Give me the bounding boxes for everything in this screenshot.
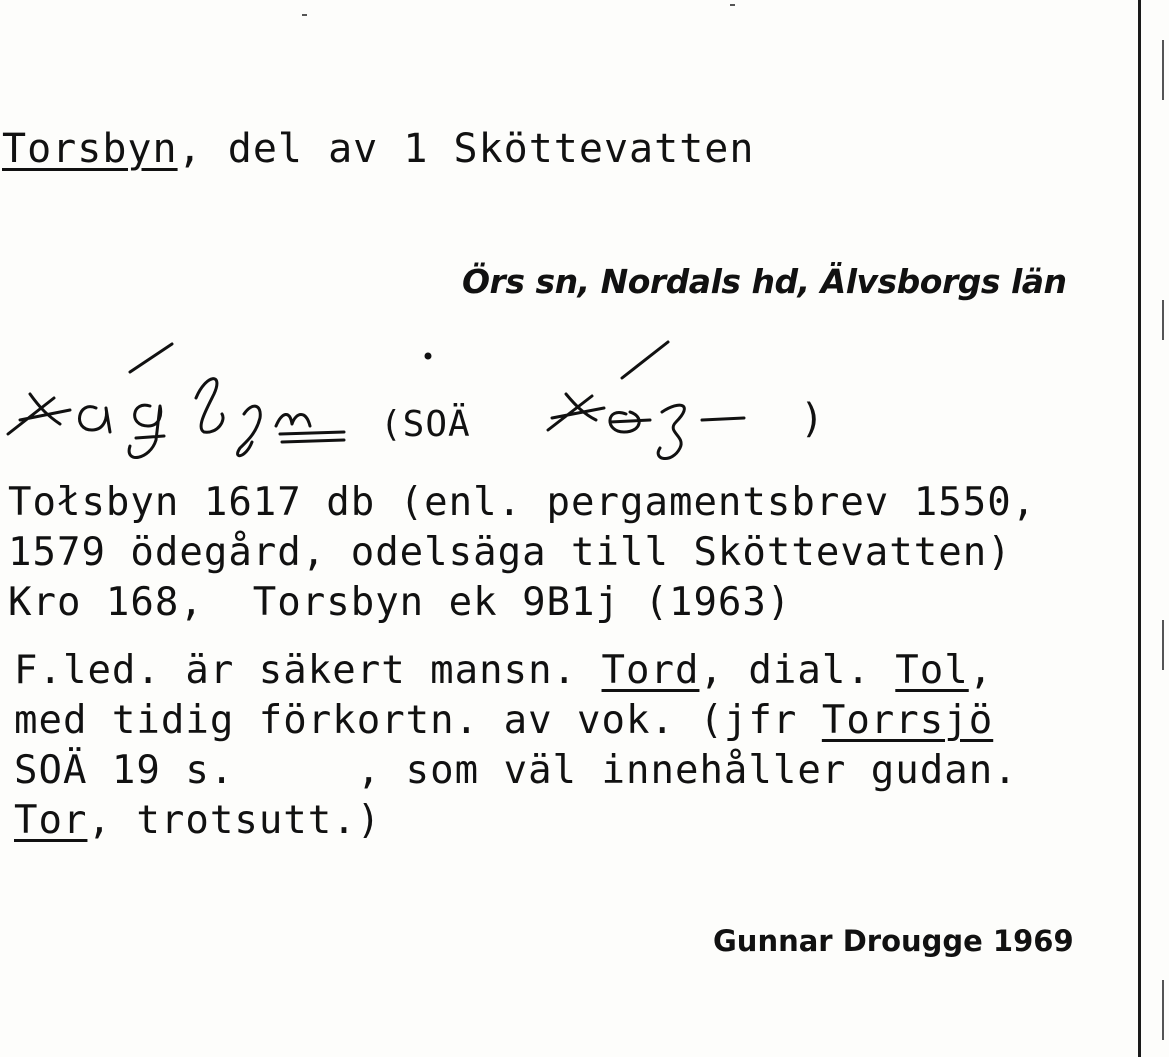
pronunciation-source-prefix: (SOÄ (380, 404, 471, 445)
comment-block (14, 646, 1018, 846)
scan-artifact (730, 4, 735, 6)
attestation-line: Tołsbyn 1617 db (enl. pergamentsbrev 1550, (8, 480, 1037, 525)
comment-line (14, 696, 1018, 746)
comment-text: , (968, 648, 994, 693)
scan-artifact (1162, 620, 1164, 670)
name-torrsjo: Torrsjö (821, 698, 994, 743)
name-tol: Tol (895, 648, 969, 693)
parish-district-line: Örs sn, Nordals hd, Älvsborgs län (462, 262, 1067, 301)
comment-text: med tidig förkortn. av vok. (jfr (14, 698, 822, 743)
heading-place-name: Torsbyn (2, 126, 178, 172)
comment-text: , trotsutt.) (87, 798, 382, 843)
comment-line: SOÄ 19 s. , som väl innehåller gudan. (14, 748, 1018, 793)
author-signature: Gunnar Drougge 1969 (713, 924, 1074, 958)
comment-line (14, 796, 1018, 846)
attestation-line: Kro 168, Torsbyn ek 9B1j (1963) (8, 580, 792, 625)
pronunciation-close-paren: ) (800, 396, 826, 442)
comment-line (14, 646, 1018, 696)
comment-text: , dial. (699, 648, 896, 693)
comment-text: F.led. är säkert mansn. (14, 648, 602, 693)
name-tord: Tord (601, 648, 700, 693)
card-edge-line (1138, 0, 1141, 1057)
name-tor: Tor (14, 798, 88, 843)
attestations-block (8, 478, 1036, 628)
scan-artifact (1162, 40, 1164, 100)
scan-artifact (302, 14, 307, 16)
card-heading (2, 126, 754, 172)
heading-rest: , del av 1 Sköttevatten (177, 126, 755, 172)
scan-artifact (1162, 980, 1164, 1040)
attestation-line: 1579 ödegård, odelsäga till Sköttevatten) (8, 530, 1012, 575)
scan-artifact (1162, 300, 1164, 340)
